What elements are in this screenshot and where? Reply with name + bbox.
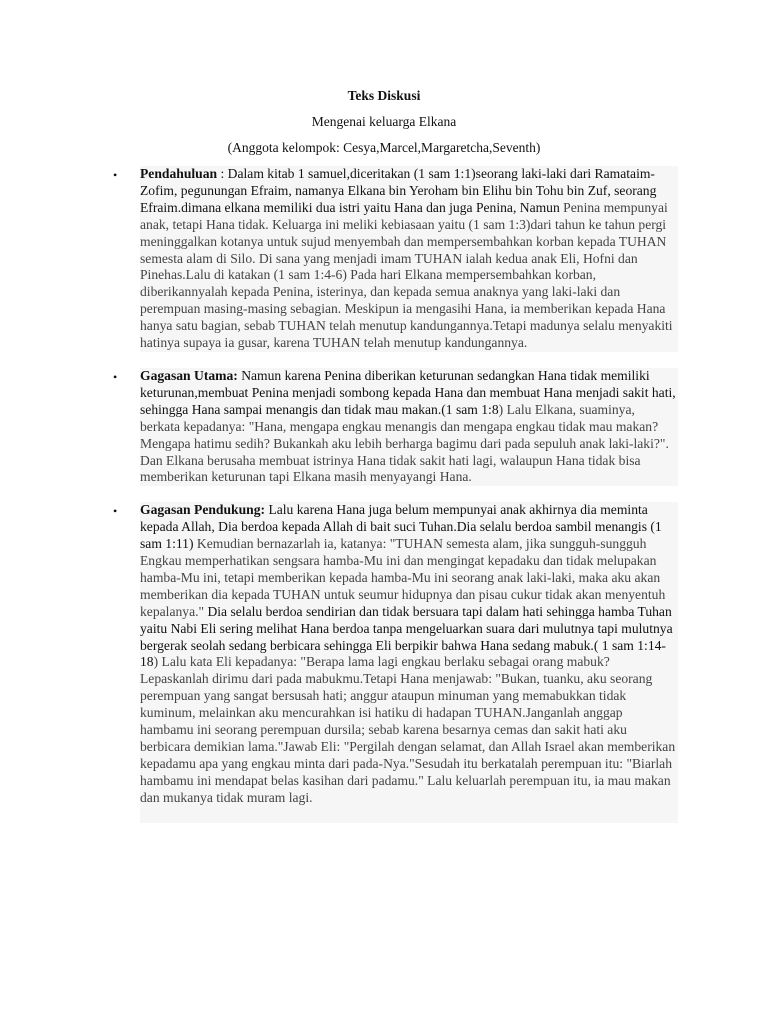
item-heading: Gagasan Utama: bbox=[140, 367, 238, 383]
item-paragraph bbox=[140, 502, 678, 822]
item-text-quote: Penina mempunyai anak, tetapi Hana tidak. Keluarga ini meliki kebiasaan yaitu (1 sam 1:3)dari tahun ke tahun pergi meninggalkan kotanya untuk sujud menyembah dan mempersembahkan korban kepada TUHAN semesta alam di Silo. Di sana yang menjadi imam TUHAN ialah kedua anak Eli, Hofni dan Pinehas.Lalu di katakan (1 sam 1:4-6) Pada hari Elkana mempersembahkan korban, diberikannyalah kepada Penina, isterinya, dan kepada semua anaknya yang laki-laki dan perempuan masing-masing sebagian. Meskipun ia mengasihi Hana, ia memberikan kepada Hana hanya satu bagian, sebab TUHAN telah menutup kandungannya.Tetapi madunya selalu menyakiti hatinya supaya ia gusar, karena TUHAN telah menutup kandungannya. bbox=[140, 199, 673, 351]
item-text-quote: Kemudian bernazarlah ia, katanya: "TUHAN semesta alam, jika sungguh-sungguh Engkau memperhatikan sengsara hamba-Mu ini dan mengingat kepadaku dan tidak melupakan hamba-Mu ini, tetapi memberikan kepada hamba-Mu ini seorang anak laki-laki, maka aku akan memberikan dia kepada TUHAN untuk seumur hidupnya dan pisau cukur tidak akan menyentuh kepalanya." bbox=[140, 536, 666, 619]
bullet-list bbox=[112, 166, 678, 839]
item-text-quote: ) Lalu Elkana, suaminya, berkata kepadanya: "Hana, mengapa engkau menangis dan mengapa engkau tidak mau makan? Mengapa hatimu sedih? Bukankah aku lebih berharga bagimu dari pada sepuluh anak laki-laki?". Dan Elkana berusaha membuat istrinya Hana tidak sakit hati lagi, walaupun Hana tidak bisa memberikan keturunan tapi Elkana masih menyayangi Hana. bbox=[140, 401, 669, 485]
item-paragraph bbox=[140, 368, 678, 486]
item-text: Lalu karena Hana juga belum mempunyai anak akhirnya dia meminta kepada Allah, Dia berdoa kepada Allah di bait suci Tuhan.Dia selalu berdoa sambil menangis (1 sam 1:11) bbox=[140, 502, 662, 552]
item-text: Namun karena Penina diberikan keturunan sedangkan Hana tidak memiliki keturunan,membuat Penina menjadi sombong kepada Hana dan membuat Hana menjadi sakit hati, sehingga Hana sampai menangis dan tidak mau makan.(1 sam 1:8 bbox=[140, 367, 676, 417]
bullet-icon: • bbox=[113, 168, 118, 182]
group-members: (Anggota kelompok: Cesya,Marcel,Margaretcha,Seventh) bbox=[227, 140, 541, 155]
bullet-icon: • bbox=[113, 369, 118, 384]
item-text-2: Dia selalu berdoa sendirian dan tidak bersuara tapi dalam hati sehingga hamba Tuhan yaitu Nabi Eli sering melihat Hana berdoa tanpa mengeluarkan suara dari mulutnya tapi mulutnya bergerak seolah sedang berbicara sehingga Eli berpikir bahwa Hana sedang mabuk.( 1 sam 1:14-18 bbox=[140, 603, 673, 670]
list-item-pendahuluan bbox=[112, 166, 678, 352]
item-text-quote-2: ) Lalu kata Eli kepadanya: "Berapa lama lagi engkau berlaku sebagai orang mabuk? Lepaskanlah dirimu dari pada mabukmu.Tetapi Hana menjawab: "Bukan, tuanku, aku seorang perempuan yang sangat bersusah hati; anggur ataupun minuman yang memabukkan tidak kuminum, melainkan aku mencurahkan isi hatiku di hadapan TUHAN.Janganlah anggap hambamu ini seorang perempuan dursila; sebab karena besarnya cemas dan sakit hati aku berbicara demikian lama."Jawab Eli: "Pergilah dengan selamat, dan Allah Israel akan memberikan kepadamu apa yang engkau minta dari pada-Nya."Sesudah itu berkatalah perempuan itu: "Biarlah hambamu ini mendapat belas kasihan dari padamu." Lalu keluarlah perempuan itu, ia mau makan dan mukanya tidak muram lagi. bbox=[140, 654, 676, 805]
item-heading: Gagasan Pendukung: bbox=[140, 502, 266, 518]
item-text: : Dalam kitab 1 samuel,diceritakan (1 sam 1:1)seorang laki-laki dari Ramataim-Zofim, pegunungan Efraim, namanya Elkana bin Yeroham bin Elihu bin Tohu bin Zuf, seorang Efraim.dimana elkana memiliki dua istri yaitu Hana dan juga Penina, Namun bbox=[140, 166, 657, 215]
document-subtitle: Mengenai keluarga Elkana bbox=[311, 114, 457, 129]
list-item-gagasan-utama bbox=[112, 368, 678, 486]
item-heading: Pendahuluan bbox=[140, 166, 218, 181]
item-paragraph bbox=[140, 166, 678, 352]
document-title: Teks Diskusi bbox=[347, 88, 421, 103]
list-item-gagasan-pendukung bbox=[112, 502, 678, 822]
bullet-icon: • bbox=[113, 504, 118, 519]
